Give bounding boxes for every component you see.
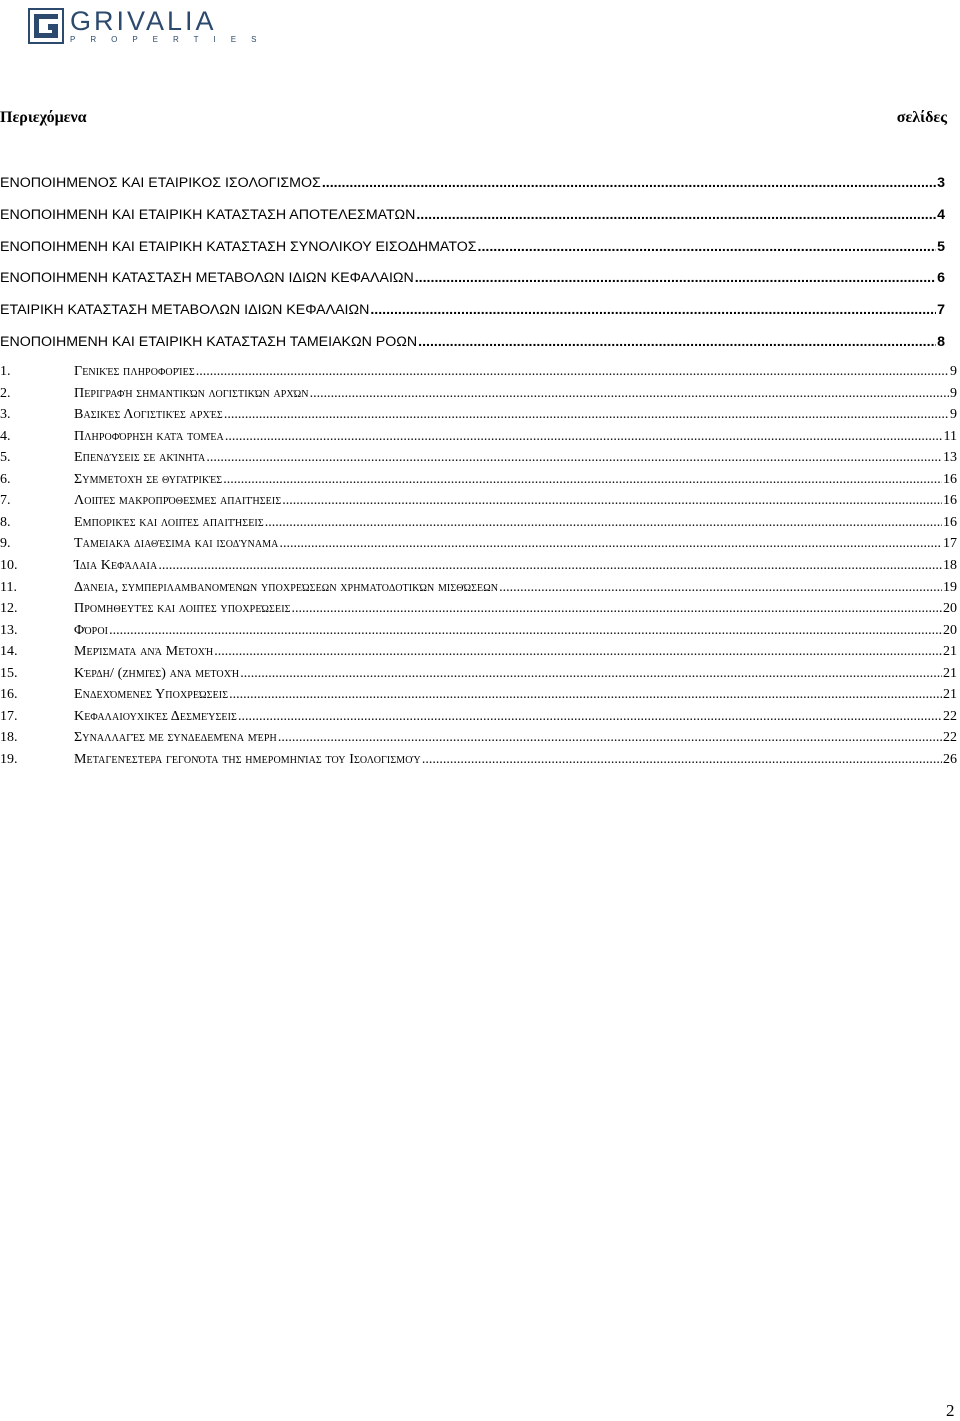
toc-note-page: 18: [943, 557, 957, 573]
toc-major-entry[interactable]: [0, 298, 945, 322]
toc-note-entry[interactable]: [0, 620, 957, 641]
toc-note-number: 11.: [0, 579, 17, 595]
toc-dot-leader: [310, 383, 949, 404]
toc-dot-leader: [418, 330, 936, 354]
toc-note-title: Προμηθευτές και λοιπές υποχρεώσεις: [74, 601, 291, 617]
toc-note-page: 11: [943, 428, 957, 444]
toc-note-entry[interactable]: [0, 749, 957, 770]
toc-note-entry[interactable]: [0, 426, 957, 447]
toc-note-number: 12.: [0, 601, 18, 617]
toc-note-entry[interactable]: [0, 727, 957, 748]
toc-major-entry[interactable]: [0, 266, 945, 290]
toc-note-number: 13.: [0, 622, 18, 638]
toc-dot-leader: [415, 266, 936, 290]
toc-dot-leader: [206, 447, 942, 468]
toc-dot-leader: [292, 598, 942, 619]
toc-note-number: 9.: [0, 536, 11, 552]
toc-note-number: 15.: [0, 665, 18, 681]
toc-entry-page: 6: [937, 270, 945, 287]
toc-note-entry[interactable]: [0, 706, 957, 727]
toc-dot-leader: [499, 577, 942, 598]
toc-note-title: Μεταγενέστερα γεγονότα της ημερομηνίας του Ισολογισμού: [74, 751, 421, 767]
toc-dot-leader: [322, 171, 936, 195]
toc-note-title: Μερίσματα ανά Μετοχή: [74, 644, 214, 660]
toc-note-entry[interactable]: [0, 598, 957, 619]
toc-note-entry[interactable]: [0, 404, 957, 425]
toc-note-page: 17: [943, 536, 957, 552]
toc-note-title: Εμπορικές και λοιπές απαιτήσεις: [74, 514, 264, 530]
toc-dot-leader: [214, 641, 942, 662]
toc-note-title: Φόροι: [74, 622, 109, 638]
toc-note-title: Ενδεχόμενες Υποχρεώσεις: [74, 687, 229, 703]
toc-note-title: Γενικές πληροφορίες: [74, 364, 195, 379]
toc-major-entry[interactable]: [0, 171, 945, 195]
toc-note-entry[interactable]: [0, 641, 957, 662]
toc-note-title: Συμμετοχή σε θυγατρικές: [74, 471, 223, 487]
toc-note-page: 19: [943, 579, 957, 595]
toc-note-number: 3.: [0, 407, 11, 423]
toc-entry-title: ΕΤΑΙΡΙΚΗ ΚΑΤΑΣΤΑΣΗ ΜΕΤΑΒΟΛΩΝ ΙΔΙΩΝ ΚΕΦΑΛΑΙΩΝ: [0, 302, 370, 319]
toc-note-entry[interactable]: [0, 577, 957, 598]
toc-note-title: Επενδύσεις σε ακίνητα: [74, 450, 206, 466]
toc-entry-title: ΕΝΟΠΟΙΗΜΕΝΗ ΚΑΙ ΕΤΑΙΡΙΚΗ ΚΑΤΑΣΤΑΣΗ ΣΥΝΟΛΙΚΟΥ ΕΙΣΟΔΗΜΑΤΟΣ: [0, 238, 477, 255]
toc-dot-leader: [416, 203, 936, 227]
toc-entry-page: 5: [937, 238, 945, 255]
toc-note-number: 16.: [0, 687, 18, 703]
page-number: 2: [946, 1401, 955, 1420]
toc-note-entry[interactable]: [0, 684, 957, 705]
toc-note-title: Βασικές Λογιστικές αρχές: [74, 407, 223, 423]
toc-dot-leader: [238, 706, 942, 727]
toc-note-number: 18.: [0, 730, 18, 746]
toc-note-page: 21: [943, 644, 957, 660]
toc-note-page: 22: [943, 708, 957, 724]
toc-note-entry[interactable]: [0, 383, 957, 404]
toc-note-number: 4.: [0, 428, 11, 444]
toc-entry-title: ΕΝΟΠΟΙΗΜΕΝΗ ΚΑΙ ΕΤΑΙΡΙΚΗ ΚΑΤΑΣΤΑΣΗ ΤΑΜΕΙΑΚΩΝ ΡΟΩΝ: [0, 334, 418, 350]
toc-note-page: 20: [943, 601, 957, 617]
toc-note-number: 7.: [0, 493, 11, 509]
toc-note-number: 1.: [0, 364, 11, 379]
toc-note-title: Συναλλαγές με συνδεδεμένα μέρη: [74, 730, 277, 746]
toc-note-title: Πληροφόρηση κατά τομέα: [74, 428, 224, 444]
toc-note-number: 6.: [0, 471, 11, 487]
toc-dot-leader: [158, 555, 942, 576]
toc-dot-leader: [370, 298, 936, 322]
toc-note-page: 16: [943, 493, 957, 509]
toc-note-entry[interactable]: [0, 490, 957, 511]
logo-wordmark: GRIVALIA: [70, 5, 217, 36]
toc-major-entry[interactable]: [0, 235, 945, 259]
toc-note-number: 10.: [0, 557, 18, 573]
toc-note-page: 9: [950, 364, 957, 379]
toc-note-title: Κέρδη/ (ζημιές) ανά μετοχή: [74, 665, 240, 681]
toc-dot-leader: [240, 663, 942, 684]
toc-entry-page: 4: [937, 206, 945, 223]
toc-note-number: 8.: [0, 514, 11, 530]
toc-note-page: 9: [950, 385, 957, 401]
toc-dot-leader: [282, 490, 942, 511]
toc-note-entry[interactable]: [0, 512, 957, 533]
toc-note-page: 20: [943, 622, 957, 638]
toc-note-number: 14.: [0, 644, 18, 660]
toc-note-page: 16: [943, 471, 957, 487]
grivalia-logo-icon: [28, 8, 64, 44]
toc-major-entry[interactable]: [0, 203, 945, 227]
company-logo: [28, 6, 271, 46]
toc-note-page: 13: [943, 450, 957, 466]
toc-note-number: 19.: [0, 751, 18, 767]
toc-note-page: 26: [943, 751, 957, 767]
toc-note-entry[interactable]: [0, 469, 957, 490]
toc-major-entry[interactable]: [0, 330, 945, 354]
toc-note-title: Περιγραφή σημαντικών λογιστικών αρχών: [74, 385, 309, 401]
toc-dot-leader: [478, 235, 937, 259]
toc-dot-leader: [225, 426, 943, 447]
toc-dot-leader: [280, 533, 942, 554]
toc-entry-page: 3: [937, 175, 945, 191]
toc-note-title: Δάνεια, συμπεριλαμβανομένων υποχρεώσεων χρηματοδοτικών μισθώσεων: [74, 579, 499, 595]
toc-note-title: Λοιπές μακροπρόθεσμες απαιτήσεις: [74, 493, 282, 509]
toc-note-number: 5.: [0, 450, 11, 466]
logo-subtitle: PROPERTIES: [70, 34, 272, 44]
toc-note-page: 22: [943, 730, 957, 746]
toc-note-entry[interactable]: [0, 555, 957, 576]
toc-note-page: 21: [943, 687, 957, 703]
toc-note-entry[interactable]: [0, 533, 957, 554]
toc-entry-title: ΕΝΟΠΟΙΗΜΕΝΟΣ ΚΑΙ ΕΤΑΙΡΙΚΟΣ ΙΣΟΛΟΓΙΣΜΟΣ: [0, 175, 321, 191]
toc-note-title: Ταμειακά διαθέσιμα και ισοδύναμα: [74, 536, 279, 552]
toc-note-entry[interactable]: [0, 361, 957, 382]
toc-note-number: 17.: [0, 708, 18, 724]
toc-dot-leader: [223, 469, 942, 490]
toc-title: Περιεχόμενα: [0, 109, 87, 126]
toc-note-page: 16: [943, 514, 957, 530]
toc-dot-leader: [229, 684, 942, 705]
toc-dot-leader: [196, 361, 949, 382]
toc-dot-leader: [422, 749, 942, 770]
toc-entry-title: ΕΝΟΠΟΙΗΜΕΝΗ ΚΑΤΑΣΤΑΣΗ ΜΕΤΑΒΟΛΩΝ ΙΔΙΩΝ ΚΕΦΑΛΑΙΩΝ: [0, 270, 414, 287]
toc-dot-leader: [278, 727, 942, 748]
toc-dot-leader: [265, 512, 942, 533]
toc-note-title: Ίδια Κεφάλαια: [74, 557, 158, 573]
toc-entry-page: 8: [937, 334, 945, 350]
toc-header: [0, 109, 947, 127]
toc-note-title: Κεφαλαιουχικές Δεσμεύσεις: [74, 708, 237, 724]
toc-entry-title: ΕΝΟΠΟΙΗΜΕΝΗ ΚΑΙ ΕΤΑΙΡΙΚΗ ΚΑΤΑΣΤΑΣΗ ΑΠΟΤΕΛΕΣΜΑΤΩΝ: [0, 206, 416, 223]
toc-note-number: 2.: [0, 385, 11, 401]
toc-note-page: 9: [950, 407, 957, 423]
toc-entry-page: 7: [937, 302, 945, 319]
toc-note-entry[interactable]: [0, 663, 957, 684]
toc-dot-leader: [224, 404, 949, 425]
toc-note-page: 21: [943, 665, 957, 681]
toc-dot-leader: [109, 620, 942, 641]
toc-note-entry[interactable]: [0, 447, 957, 468]
toc-pages-label: σελίδες: [896, 109, 947, 126]
